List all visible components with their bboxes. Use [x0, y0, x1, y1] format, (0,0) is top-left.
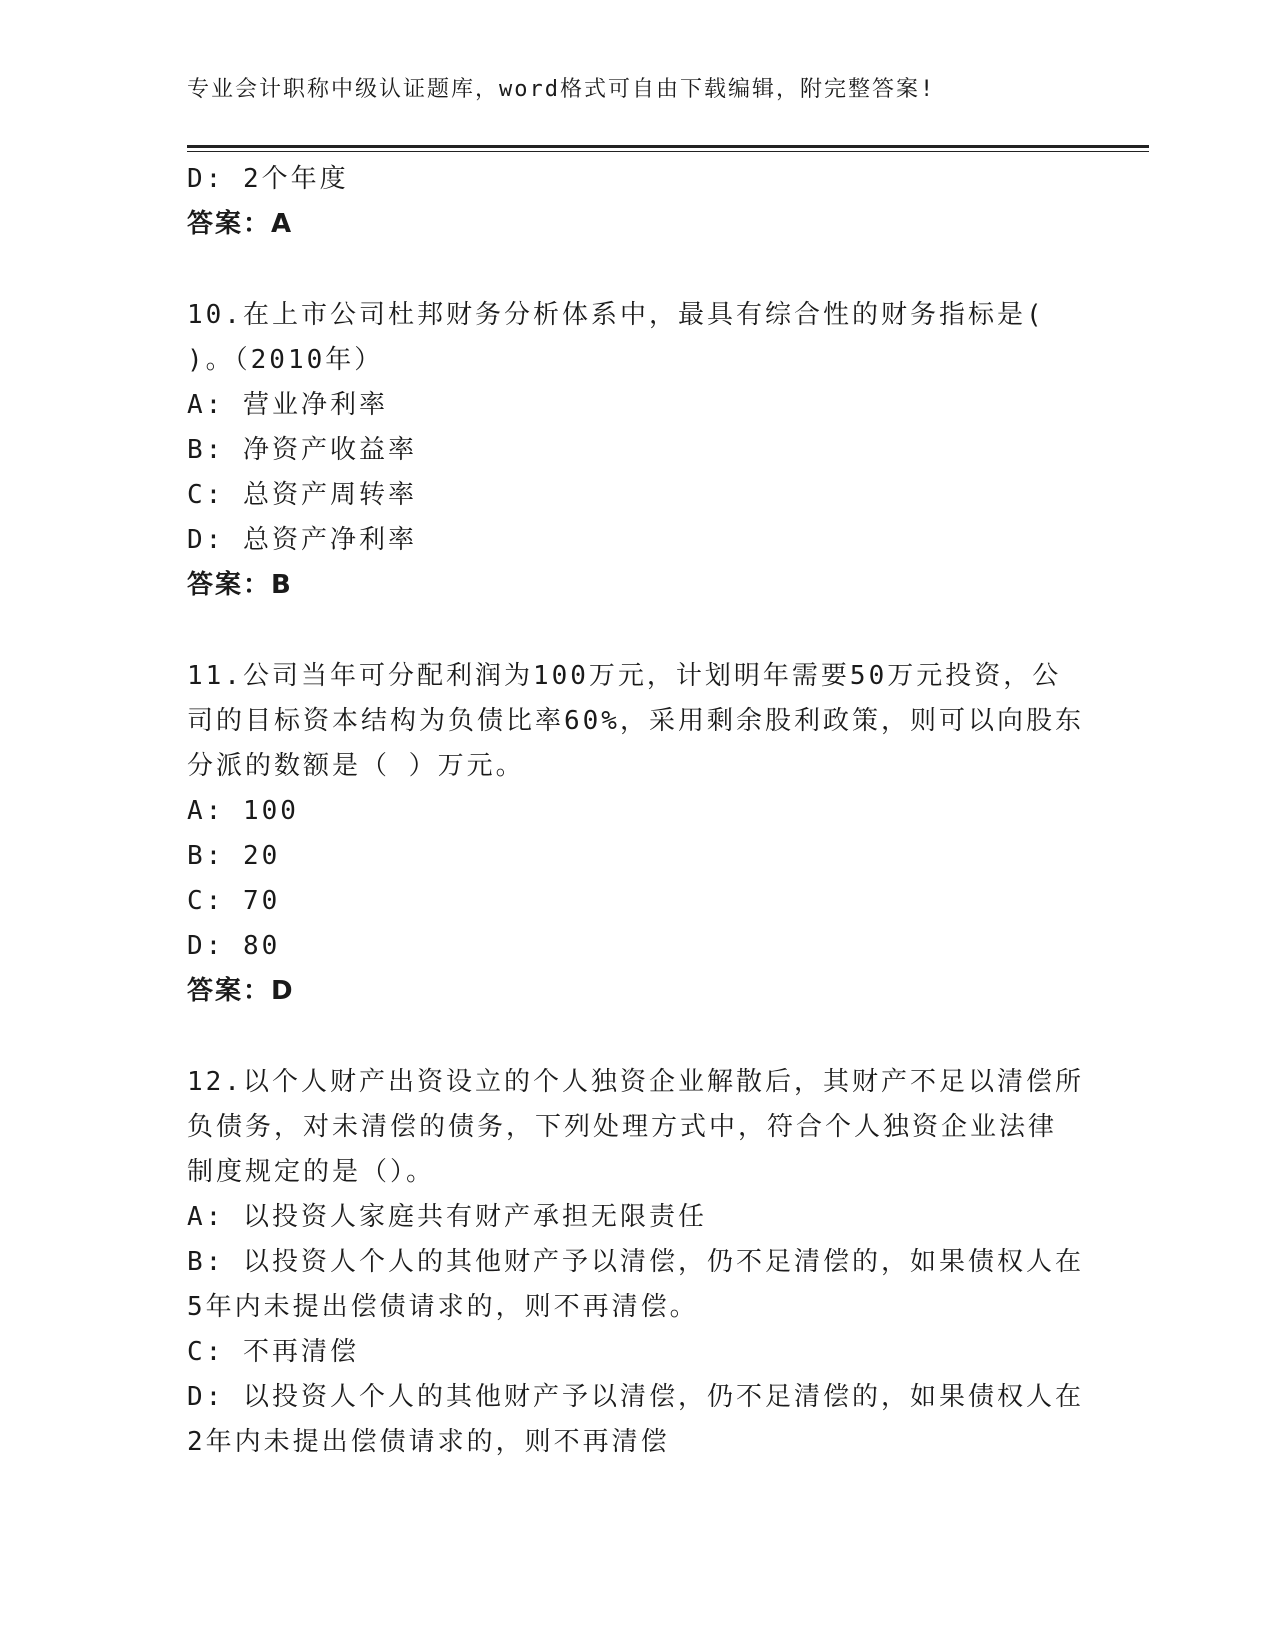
- q12-stem-line-2: 负债务，对未清偿的债务，下列处理方式中，符合个人独资企业法律: [187, 1112, 1058, 1142]
- prev-option-d: D: 2个年度: [187, 164, 349, 194]
- q12-option-d-line-1: D: 以投资人个人的其他财产予以清偿，仍不足清偿的，如果债权人在: [187, 1382, 1084, 1412]
- prev-answer: 答案：A: [187, 209, 294, 239]
- header-divider-thick: [187, 145, 1149, 148]
- q12-option-a: A: 以投资人家庭共有财产承担无限责任: [187, 1202, 707, 1232]
- q10-stem-line-2: )。（2010年）: [187, 345, 384, 375]
- q11-option-b: B: 20: [187, 841, 281, 871]
- q11-option-a: A: 100: [187, 796, 299, 826]
- q12-stem-line-3: 制度规定的是（）。: [187, 1157, 436, 1187]
- q10-answer: 答案：B: [187, 570, 293, 600]
- q12-option-d-line-2: 2年内未提出偿债请求的，则不再清偿: [187, 1427, 670, 1457]
- q11-option-c: C: 70: [187, 886, 281, 916]
- q11-stem-line-3: 分派的数额是（ ）万元。: [187, 751, 525, 781]
- question-content: [187, 157, 1087, 1465]
- header-divider-thin: [187, 151, 1149, 152]
- spacer: [187, 1014, 1087, 1060]
- spacer: [187, 608, 1087, 654]
- q10-stem-line-1: 10.在上市公司杜邦财务分析体系中，最具有综合性的财务指标是(: [187, 300, 1045, 330]
- q12-option-b-line-2: 5年内未提出偿债请求的，则不再清偿。: [187, 1292, 699, 1322]
- q11-stem-line-1: 11.公司当年可分配利润为100万元，计划明年需要50万元投资，公: [187, 661, 1062, 691]
- spacer: [187, 247, 1087, 293]
- q10-option-c: C: 总资产周转率: [187, 480, 417, 510]
- page-header: 专业会计职称中级认证题库，word格式可自由下载编辑，附完整答案!: [187, 77, 936, 102]
- q11-option-d: D: 80: [187, 931, 281, 961]
- q10-option-b: B: 净资产收益率: [187, 435, 417, 465]
- q10-option-d: D: 总资产净利率: [187, 525, 417, 555]
- q11-stem-line-2: 司的目标资本结构为负债比率60%，采用剩余股利政策，则可以向股东: [187, 706, 1084, 736]
- q12-stem-line-1: 12.以个人财产出资设立的个人独资企业解散后，其财产不足以清偿所: [187, 1067, 1084, 1097]
- q12-option-b-line-1: B: 以投资人个人的其他财产予以清偿，仍不足清偿的，如果债权人在: [187, 1247, 1084, 1277]
- q10-option-a: A: 营业净利率: [187, 390, 388, 420]
- q11-answer: 答案：D: [187, 976, 295, 1006]
- q12-option-c: C: 不再清偿: [187, 1337, 359, 1367]
